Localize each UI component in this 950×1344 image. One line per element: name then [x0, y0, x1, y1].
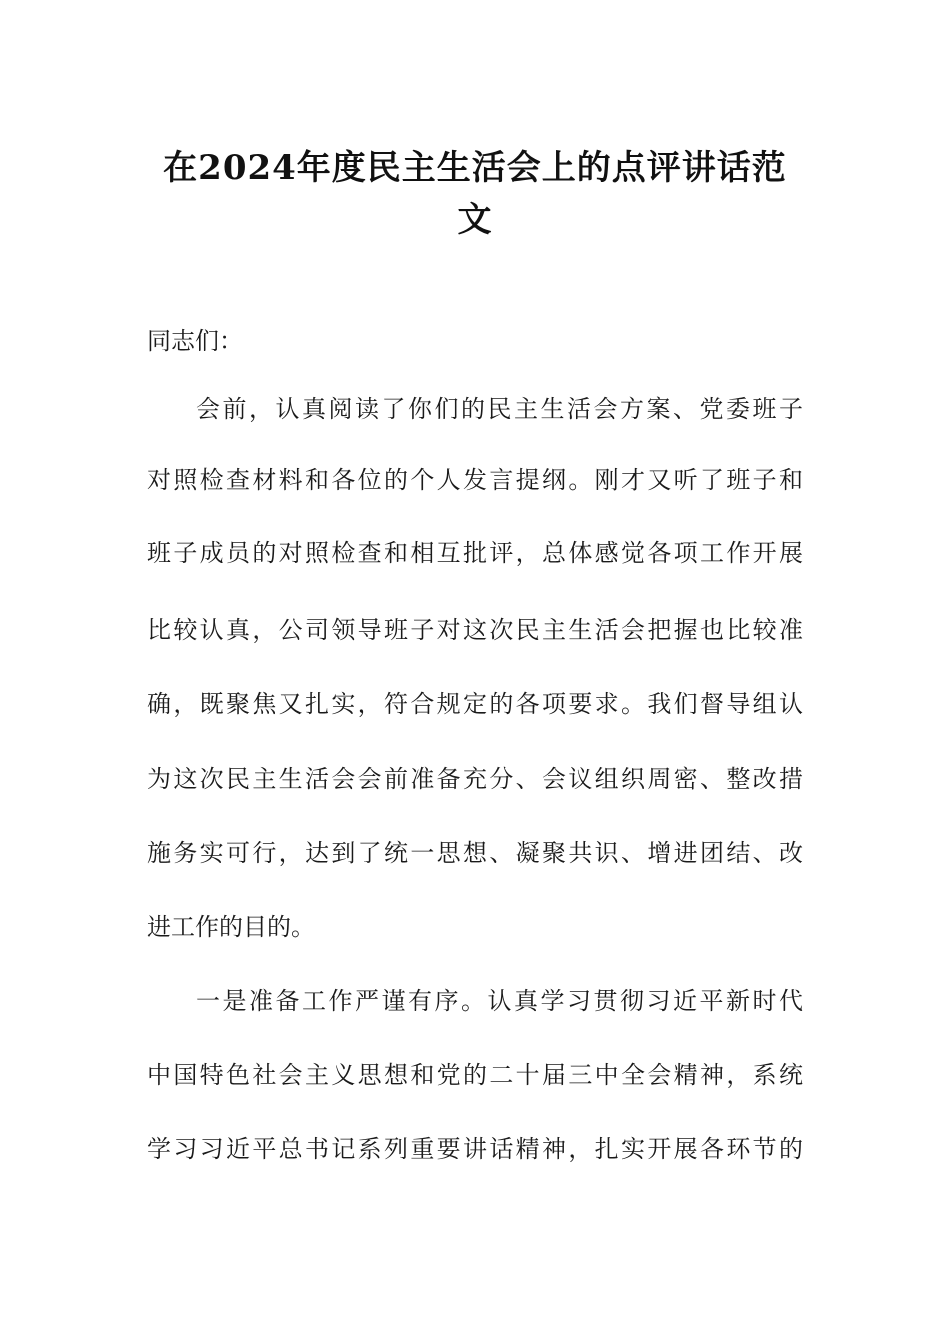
paragraph-line [147, 760, 827, 798]
paragraph-line-text: 学习习近平总书记系列重要讲话精神，扎实开展各环节的 [147, 1135, 803, 1163]
document-title-line-2: 文 [457, 200, 493, 240]
paragraph-line-text: 施务实可行，达到了统一思想、凝聚共识、增进团结、改 [147, 839, 803, 867]
paragraph-line [147, 685, 827, 723]
paragraph-line-text: 中国特色社会主义思想和党的二十届三中全会精神，系统 [147, 1061, 803, 1089]
paragraph-line-text: 对照检查材料和各位的个人发言提纲。刚才又听了班子和 [147, 466, 803, 494]
paragraph-line [147, 1130, 827, 1168]
paragraph-line-text: 确，既聚焦又扎实，符合规定的各项要求。我们督导组认 [147, 690, 803, 718]
paragraph-line [147, 1056, 827, 1094]
paragraph-line-text: 进工作的目的。 [147, 913, 315, 941]
paragraph-line-text: 为这次民主生活会会前准备充分、会议组织周密、整改措 [147, 765, 803, 793]
paragraph-line [147, 461, 827, 499]
document-title-line-1: 在2024年度民主生活会上的点评讲话范 [163, 148, 787, 188]
paragraph-line [147, 611, 827, 649]
paragraph-line [196, 982, 876, 1020]
paragraph-line-text: 一是准备工作严谨有序。认真学习贯彻习近平新时代 [196, 987, 803, 1015]
paragraph-line-text: 会前，认真阅读了你们的民主生活会方案、党委班子 [196, 395, 803, 423]
salutation: 同志们： [147, 327, 243, 355]
paragraph-line-text: 班子成员的对照检查和相互批评，总体感觉各项工作开展 [147, 539, 803, 567]
paragraph-line [147, 534, 827, 572]
paragraph-line [147, 834, 827, 872]
paragraph-line [147, 908, 827, 946]
paragraph-line [196, 390, 876, 428]
paragraph-line-text: 比较认真，公司领导班子对这次民主生活会把握也比较准 [147, 616, 803, 644]
